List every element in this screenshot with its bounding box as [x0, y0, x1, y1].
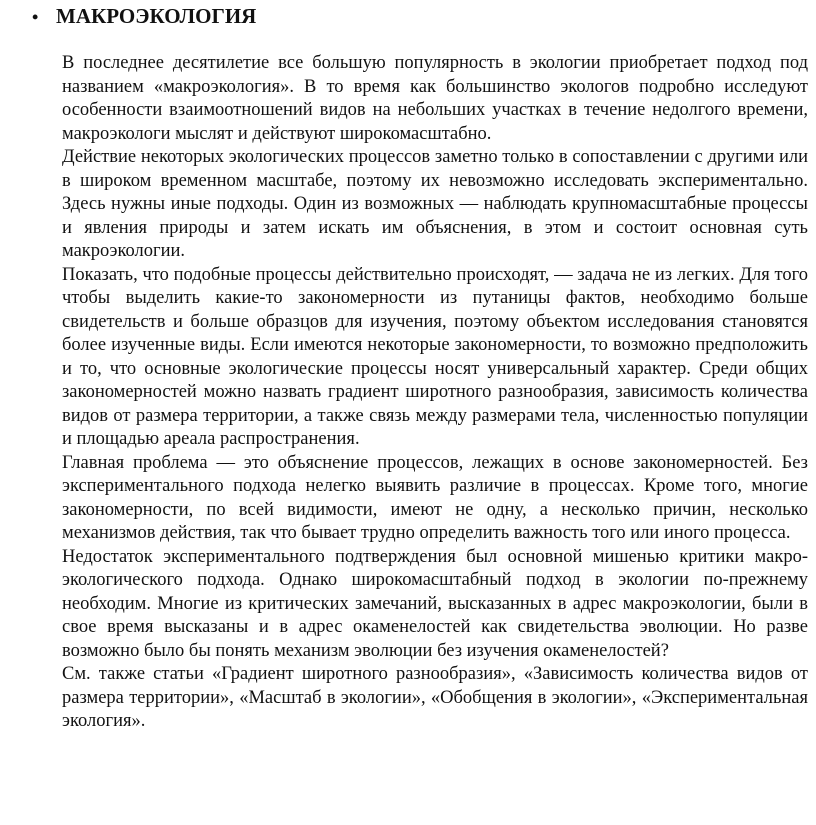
paragraph-approach: Действие некоторых экологических процессов заметно только в сопоставлении с другими или в широком временном масштабе, поэтому их невозможно исследовать экспериментально. Здесь нужны иные подходы. Один из возможных — наблюдать крупномасштабные процессы и явления природы и затем искать им объяснения, в этом и состоит основная суть макроэкологии.: [62, 147, 808, 261]
article-body: [62, 52, 808, 734]
paragraph-problem: Главная проблема — это объяснение процессов, лежащих в основе закономерностей. Без экспериментального подхода нелегко выявить различие в процессах. Кроме того, многие закономерности, по всей видимости, имеют не одну, а несколько причин, несколько механизмов действия, так что бывает трудно определить важность того или иного процесса.: [62, 452, 808, 543]
section-heading: [32, 2, 256, 31]
paragraph-see-also: См. также статьи «Градиент широтного разнообразия», «Зависимость количества видов от размера территории», «Масштаб в экологии», «Обобщения в экологии», «Экспериментальная экология».: [62, 664, 808, 731]
paragraph-criticism: Недостаток экспериментального подтверждения был основной мишенью критики макро-экологического подхода. Однако широкомасштабный подход в экологии по-прежнему необходим. Многие из критических замечаний, высказанных в адрес макроэкологии, были в свое время высказаны и в адрес окаменелостей как свидетельства эволюции. Но разве возможно было бы понять механизм эволюции без изучения окаменелостей?: [62, 546, 808, 661]
heading-title: МАКРОЭКОЛОГИЯ: [56, 4, 257, 28]
bullet-icon: •: [32, 7, 39, 27]
paragraph-intro: В последнее десятилетие все большую популярность в экологии приобретает подход под названием «макроэкология». В то время как большинство экологов подробно исследуют особенности взаимоотношений видов на небольших участках в течение недолгого времени, макроэкологи мыслят и действуют широкомасштабно.: [62, 53, 808, 144]
paragraph-patterns: Показать, что подобные процессы действительно происходят, — задача не из легких. Для того чтобы выделить какие-то закономерности из путаницы фактов, необходимо больше свидетельств и больше образцов для изучения, поэтому объектом исследования становятся более изученные виды. Если имеются некоторые закономерности, то возможно предположить и то, что основные экологические процессы носят универсальный характер. Среди общих закономерностей можно назвать градиент широтного разнообразия, зависимость количества видов от размера территории, а также связь между размерами тела, численностью популяции и площадью ареала распространения.: [62, 264, 808, 449]
